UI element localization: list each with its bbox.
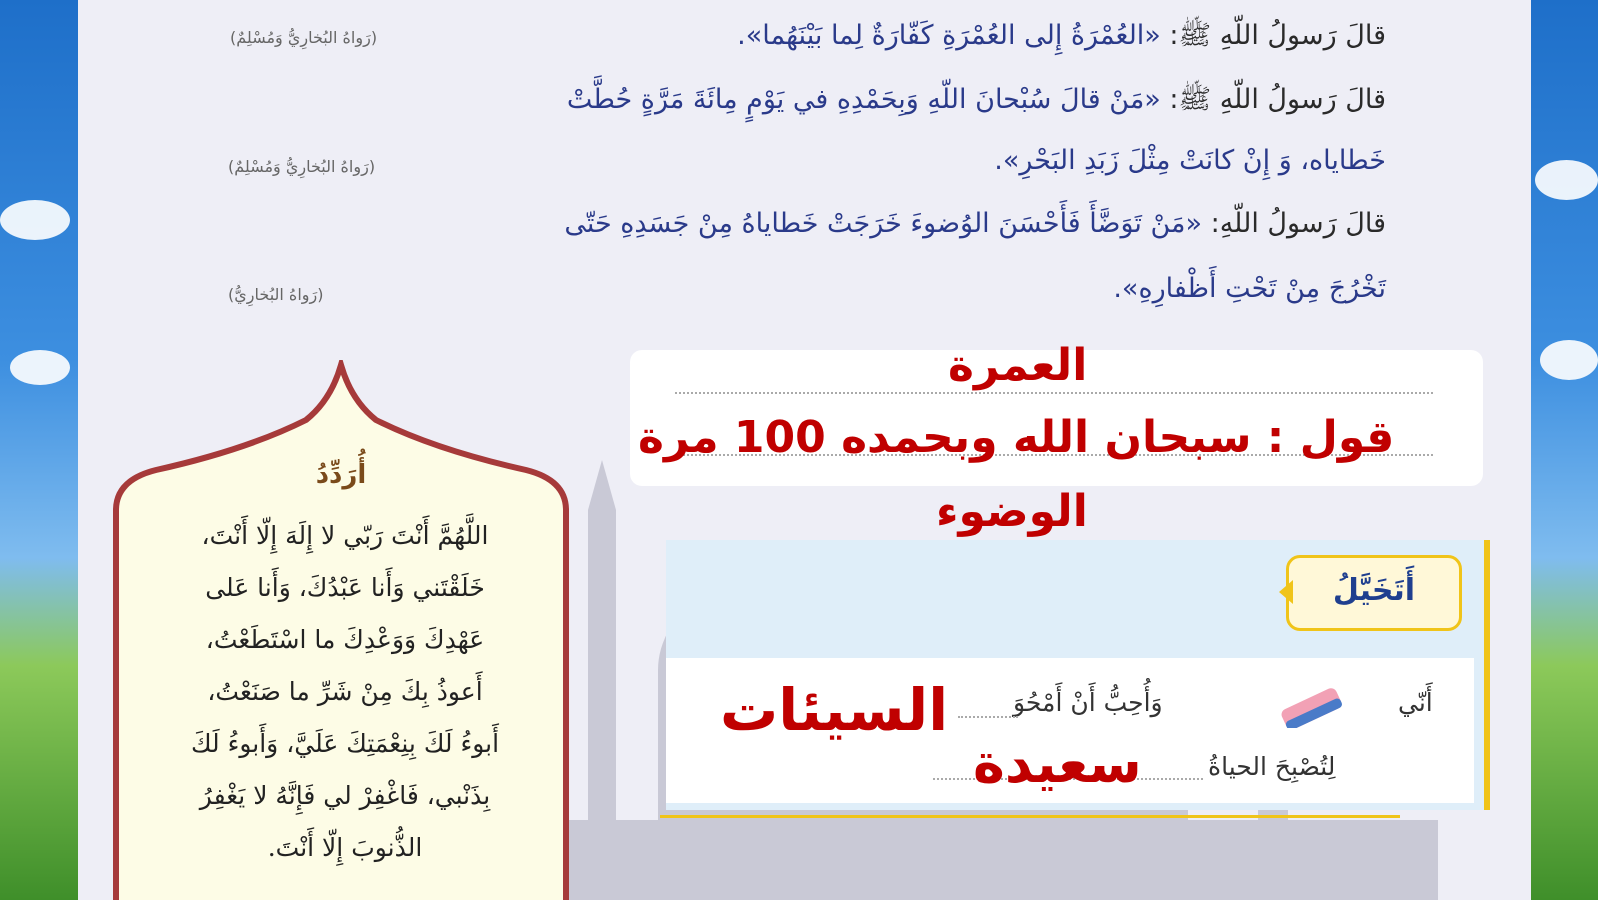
hadith-quote: «مَنْ قالَ سُبْحانَ اللّهِ وَبِحَمْدِهِ في يَوْمٍ مِائَةَ مَرَّةٍ حُطَّتْ bbox=[566, 84, 1161, 115]
hadith-prefix: قالَ رَسولُ اللّهِ: bbox=[1202, 208, 1386, 239]
prayer-line: خَلَقْتَني وَأَنا عَبْدُكَ، وَأَنا عَلى bbox=[205, 573, 485, 602]
answer-happy: سعيدة bbox=[973, 732, 1142, 795]
hadith-quote: «العُمْرَةُ إِلى العُمْرَةِ كَفّارَةٌ لِما بَيْنَهُما». bbox=[737, 20, 1161, 51]
prayer-line: أَعوذُ بِكَ مِنْ شَرِّ ما صَنَعْتُ، bbox=[207, 677, 483, 706]
imagine-line-2: لِتُصْبِحَ الحياةُ bbox=[1208, 752, 1336, 781]
answer-tasbih: قول : سبحان الله وبحمده 100 مرة bbox=[638, 412, 1395, 463]
hadith-3-continuation: تَخْرُجَ مِنْ تَحْتِ أَظْفارِهِ». bbox=[1113, 273, 1386, 304]
answer-wudu: الوضوء bbox=[936, 486, 1088, 537]
cloud bbox=[0, 200, 70, 240]
hadith-quote: «مَنْ تَوَضَّأَ فَأَحْسَنَ الوُضوءَ خَرَجَتْ خَطاياهُ مِنْ جَسَدِهِ حَتّى bbox=[564, 208, 1203, 239]
prayer-line: أَبوءُ لَكَ بِنِعْمَتِكَ عَلَيَّ، وَأَبوءُ لَكَ bbox=[190, 729, 500, 758]
hadith-1 bbox=[737, 18, 1386, 58]
cloud bbox=[10, 350, 70, 385]
answer-umrah: العمرة bbox=[948, 340, 1088, 391]
prayer-text bbox=[154, 510, 536, 874]
prayer-frame bbox=[106, 360, 576, 900]
dotted-line bbox=[958, 716, 1018, 718]
hadith-3 bbox=[564, 208, 1386, 239]
prayer-line: اللَّهُمَّ أَنْتَ رَبّي لا إِلَهَ إِلّا أَنْتَ، bbox=[201, 521, 489, 550]
prayer-line: بِذَنْبي، فَاغْفِرْ لي فَإِنَّهُ لا يَغْفِرُ bbox=[199, 781, 491, 810]
prayer-line: الذُّنوبَ إِلّا أَنْتَ. bbox=[267, 833, 423, 862]
cloud bbox=[1535, 160, 1598, 200]
prayer-title: أُرَدِّدُ bbox=[315, 460, 367, 490]
hadith-2 bbox=[567, 82, 1386, 122]
imagine-line-1-end: وَأُحِبُّ أَنْ أَمْحُوَ bbox=[1013, 688, 1163, 717]
imagine-tag: أَتَخَيَّلُ bbox=[1286, 555, 1462, 631]
hadith-prefix: قالَ رَسولُ اللّهِ ﷺ: bbox=[1160, 20, 1386, 51]
divider bbox=[660, 815, 1400, 818]
eraser-icon bbox=[1276, 688, 1346, 728]
hadith-reference: (رَواهُ البُخارِيُّ وَمُسْلِمٌ) bbox=[230, 28, 378, 47]
hadith-reference: (رَواهُ البُخارِيُّ) bbox=[228, 285, 324, 304]
hadith-prefix: قالَ رَسولُ اللّهِ ﷺ: bbox=[1160, 84, 1386, 115]
hadith-reference: (رَواهُ البُخارِيُّ وَمُسْلِمٌ) bbox=[228, 157, 376, 176]
cloud bbox=[1540, 340, 1598, 380]
hadith-2-continuation: خَطاياه، وَ إِنْ كانَتْ مِثْلَ زَبَدِ البَحْرِ». bbox=[994, 145, 1386, 176]
prayer-line: عَهْدِكَ وَوَعْدِكَ ما اسْتَطَعْتُ، bbox=[205, 625, 485, 654]
answer-sins: السيئات bbox=[720, 676, 949, 744]
dotted-line bbox=[675, 392, 1433, 394]
imagine-line-1-start: أَنّي bbox=[1398, 688, 1433, 717]
textbook-page bbox=[78, 0, 1531, 900]
